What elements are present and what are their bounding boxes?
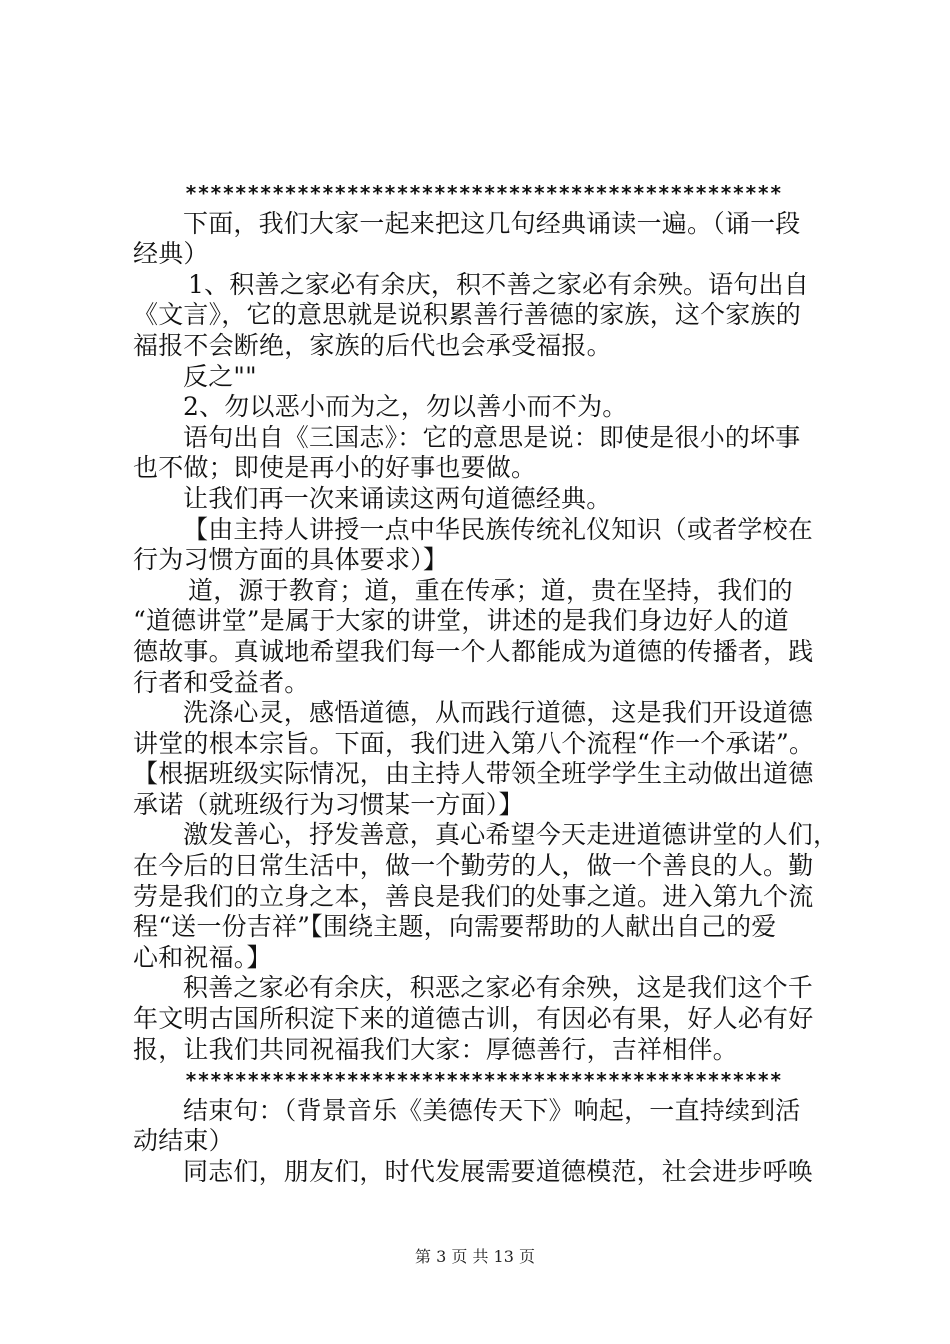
paragraph-line: 报，让我们共同祝福我们大家：厚德善行，吉祥相伴。 <box>133 1034 738 1064</box>
paragraph-line: 结束句：（背景音乐《美德传天下》响起，一直持续到活 <box>183 1095 801 1125</box>
paragraph-line: 【根据班级实际情况，由主持人带领全班学学生主动做出道德 <box>133 759 814 789</box>
paragraph-line: 道，源于教育；道，重在传承；道，贵在坚持，我们的 <box>188 575 793 605</box>
paragraph-line: 福报不会断绝，家族的后代也会承受福报。 <box>133 330 612 360</box>
separator-line: ************************************************ <box>185 1068 783 1093</box>
paragraph-line: 在今后的日常生活中，做一个勤劳的人，做一个善良的人。勤 <box>133 851 814 881</box>
separator-line: ************************************************ <box>185 181 783 205</box>
paragraph-line: 劳是我们的立身之本，善良是我们的处事之道。进入第九个流 <box>133 881 814 911</box>
paragraph-line: 1、积善之家必有余庆，积不善之家必有余殃。语句出自 <box>188 269 809 299</box>
paragraph-line: 下面，我们大家一起来把这几句经典诵读一遍。（诵一段 <box>183 208 801 238</box>
paragraph-line: 承诺（就班级行为习惯某一方面）】 <box>133 789 524 819</box>
paragraph-line: 语句出自《三国志》：它的意思是说：即使是很小的坏事 <box>183 422 801 452</box>
paragraph-line: 行为习惯方面的具体要求）】 <box>133 545 449 575</box>
paragraph-line: 激发善心，抒发善意，真心希望今天走进道德讲堂的人们， <box>183 820 839 850</box>
paragraph-line: 行者和受益者。 <box>133 667 310 697</box>
paragraph-line: 让我们再一次来诵读这两句道德经典。 <box>183 483 612 513</box>
paragraph-line: 讲堂的根本宗旨。下面，我们进入第八个流程“作一个承诺”。 <box>133 728 815 758</box>
paragraph-line: 心和祝福。】 <box>133 942 272 972</box>
paragraph-line: 程“送一份吉祥”【围绕主题，向需要帮助的人献出自己的爱 <box>133 912 777 942</box>
paragraph-line: 【由主持人讲授一点中华民族传统礼仪知识（或者学校在 <box>183 514 814 544</box>
paragraph-line: 2、勿以恶小而为之，勿以善小而不为。 <box>183 392 628 422</box>
paragraph-line: 年文明古国所积淀下来的道德古训，有因必有果，好人必有好 <box>133 1004 814 1034</box>
paragraph-line: 也不做；即使是再小的好事也要做。 <box>133 453 537 483</box>
page-number-footer: 第 3 页 共 13 页 <box>415 1247 535 1266</box>
paragraph-line: “道德讲堂”是属于大家的讲堂，讲述的是我们身边好人的道 <box>133 606 789 636</box>
paragraph-line: 同志们，朋友们，时代发展需要道德模范，社会进步呼唤 <box>183 1157 814 1186</box>
paragraph-line: 《文言》，它的意思就是说积累善行善德的家族，这个家族的 <box>133 300 801 330</box>
paragraph-line: 洗涤心灵，感悟道德，从而践行道德，这是我们开设道德 <box>183 698 814 728</box>
paragraph-line: 经典） <box>133 239 209 269</box>
document-body <box>133 178 839 1188</box>
paragraph-line: 动结束） <box>133 1126 234 1156</box>
paragraph-line: 反之"" <box>183 361 257 391</box>
paragraph-line: 德故事。真诚地希望我们每一个人都能成为道德的传播者，践 <box>133 636 814 666</box>
paragraph-line: 积善之家必有余庆，积恶之家必有余殃，这是我们这个千 <box>183 973 814 1003</box>
